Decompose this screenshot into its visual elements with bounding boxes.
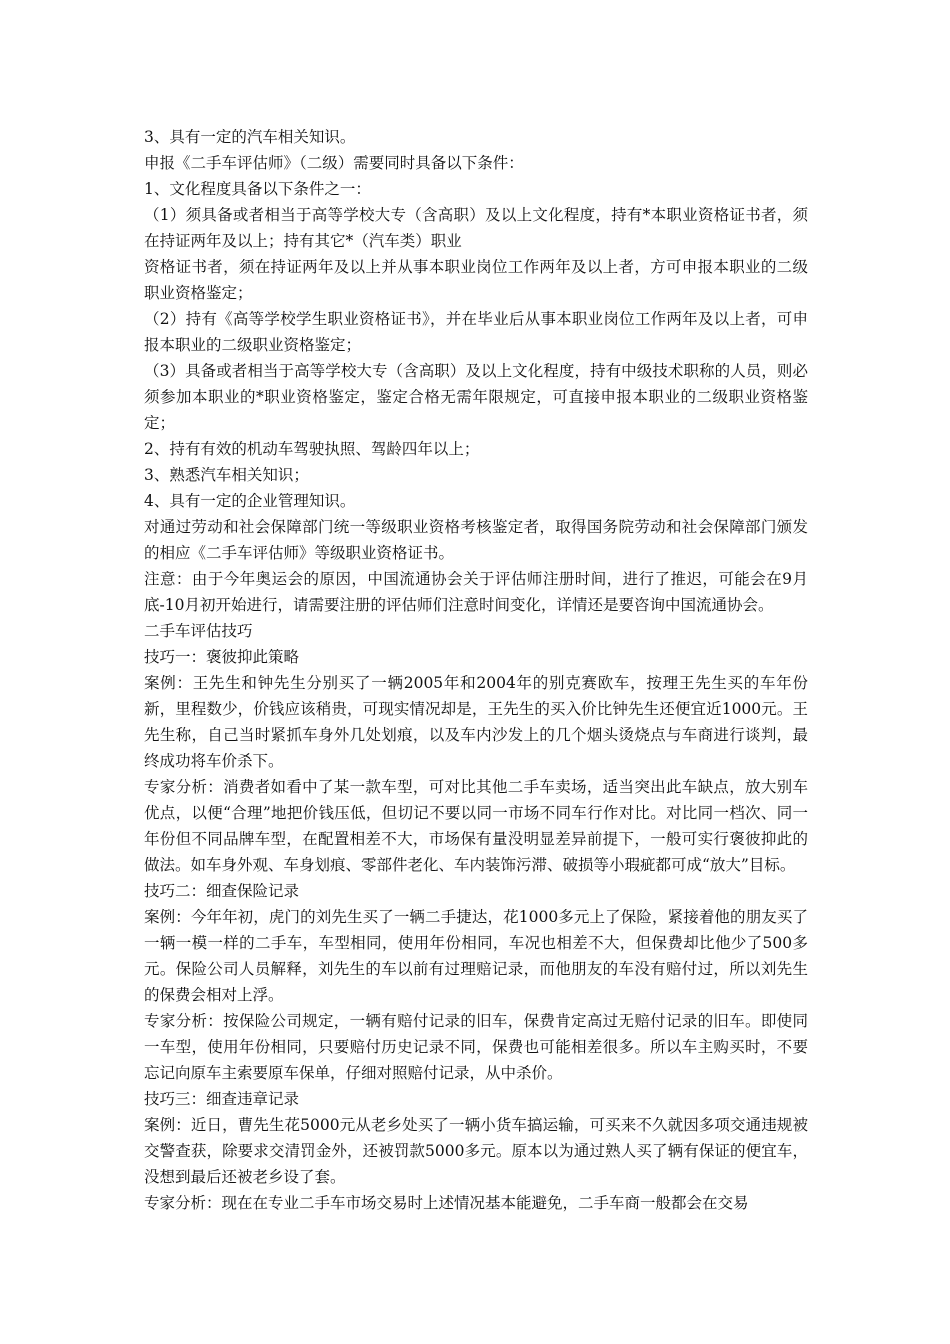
paragraph: （2）持有《高等学校学生职业资格证书》，并在毕业后从事本职业岗位工作两年及以上者，可申报本职业的二级职业资格鉴定；	[144, 310, 808, 354]
paragraph: 资格证书者，须在持证两年及以上并从事本职业岗位工作两年及以上者，方可申报本职业的二级职业资格鉴定；	[144, 258, 808, 302]
subsection-heading: 技巧三：细查违章记录	[144, 1090, 300, 1108]
document-body	[144, 124, 808, 1216]
paragraph: （1）须具备或者相当于高等学校大专（含高职）及以上文化程度，持有*本职业资格证书者，须在持证两年及以上；持有其它*（汽车类）职业	[144, 206, 808, 250]
paragraph: 专家分析：现在在专业二手车市场交易时上述情况基本能避免，二手车商一般都会在交易	[144, 1194, 749, 1212]
paragraph: 案例：王先生和钟先生分别买了一辆2005年和2004年的别克赛欧车，按理王先生买的车年份新，里程数少，价钱应该稍贵，可现实情况却是，王先生的买入价比钟先生还便宜近1000元。王先生称，自己当时紧抓车身外几处划痕，以及车内沙发上的几个烟头烫烧点与车商进行谈判，最终成功将车价杀下。	[144, 674, 808, 770]
subsection-heading: 技巧二：细查保险记录	[144, 882, 300, 900]
paragraph: （3）具备或者相当于高等学校大专（含高职）及以上文化程度，持有中级技术职称的人员，则必须参加本职业的*职业资格鉴定，鉴定合格无需年限规定，可直接申报本职业的二级职业资格鉴定；	[144, 362, 808, 432]
paragraph: 专家分析：按保险公司规定，一辆有赔付记录的旧车，保费肯定高过无赔付记录的旧车。即使同一车型，使用年份相同，只要赔付历史记录不同，保费也可能相差很多。所以车主购买时，不要忘记向原车主索要原车保单，仔细对照赔付记录，从中杀价。	[144, 1012, 808, 1082]
paragraph: 注意：由于今年奥运会的原因，中国流通协会关于评估师注册时间，进行了推迟，可能会在9月底-10月初开始进行，请需要注册的评估师们注意时间变化，详情还是要咨询中国流通协会。	[144, 570, 808, 614]
subsection-heading: 技巧一：褒彼抑此策略	[144, 648, 300, 666]
paragraph: 专家分析：消费者如看中了某一款车型，可对比其他二手车卖场，适当突出此车缺点，放大别车优点，以便“合理”地把价钱压低，但切记不要以同一市场不同车行作对比。对比同一档次、同一年份但不同品牌车型，在配置相差不大，市场保有量没明显差异前提下，一般可实行褒彼抑此的做法。如车身外观、车身划痕、零部件老化、车内装饰污滞、破损等小瑕疵都可成“放大”目标。	[144, 778, 808, 874]
paragraph: 案例：近日，曹先生花5000元从老乡处买了一辆小货车搞运输，可买来不久就因多项交通违规被交警查获，除要求交清罚金外，还被罚款5000多元。原本以为通过熟人买了辆有保证的便宜车，没想到最后还被老乡设了套。	[144, 1116, 808, 1186]
paragraph: 3、熟悉汽车相关知识；	[144, 466, 309, 484]
paragraph: 2、持有有效的机动车驾驶执照、驾龄四年以上；	[144, 440, 480, 458]
paragraph: 3、具有一定的汽车相关知识。	[144, 128, 356, 146]
paragraph: 案例：今年年初，虎门的刘先生买了一辆二手捷达，花1000多元上了保险，紧接着他的朋友买了一辆一模一样的二手车，车型相同，使用年份相同，车况也相差不大，但保费却比他少了500多元。保险公司人员解释，刘先生的车以前有过理赔记录，而他朋友的车没有赔付过，所以刘先生的保费会相对上浮。	[144, 908, 808, 1004]
paragraph: 4、具有一定的企业管理知识。	[144, 492, 356, 510]
section-heading: 二手车评估技巧	[144, 622, 253, 640]
paragraph: 对通过劳动和社会保障部门统一等级职业资格考核鉴定者，取得国务院劳动和社会保障部门颁发的相应《二手车评估师》等级职业资格证书。	[144, 518, 808, 562]
paragraph: 1、文化程度具备以下条件之一：	[144, 180, 371, 198]
paragraph: 申报《二手车评估师》（二级）需要同时具备以下条件：	[144, 154, 524, 172]
